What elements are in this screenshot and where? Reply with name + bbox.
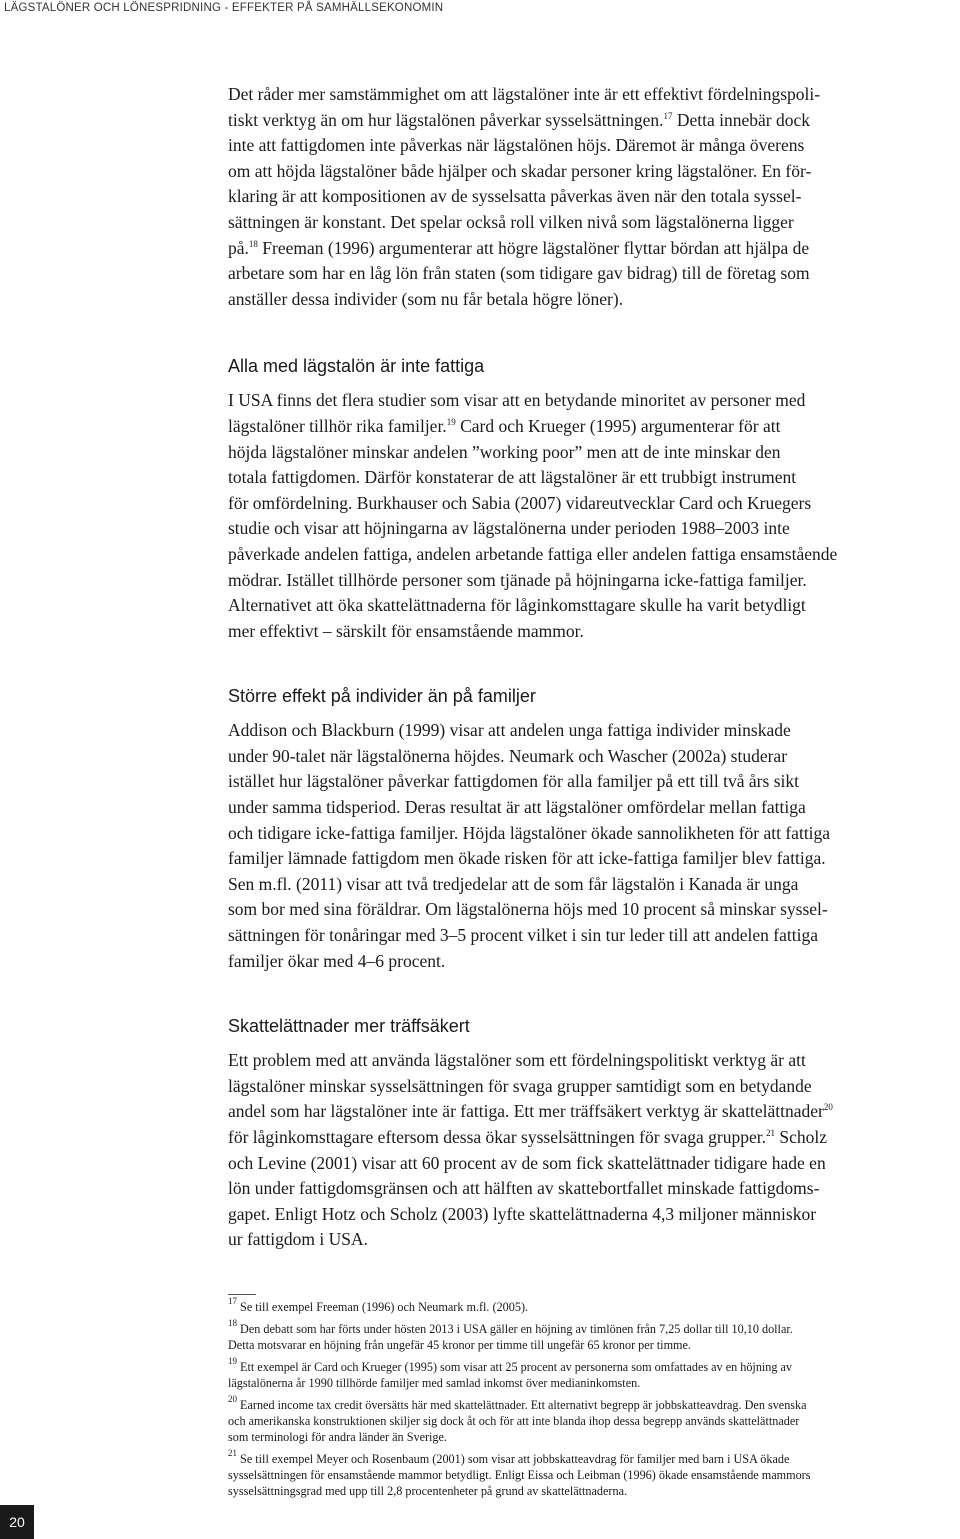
section-3-paragraph: Ett problem med att använda lägstalöner som ett fördelningspolitiskt verktyg är att lägstalöner minskar sysselsättningen för svaga grupper samtidigt som en betydande andel som har lägstalöner inte är fattiga. Ett mer träffsäkert verktyg är skattelättnader$^{20}$ för låginkomsttagare eftersom dessa ökar sysselsättningen för svaga grupper.$^{21}$ Scholz och Levine (2001) visar att 60 procent av de som fick skattelättnader tidigare hade en lön under fattigdomsgränsen och att hälften av skattebortfallet minskade fattigdoms- gapet. Enligt Hotz och Scholz (2003) lyfte skattelättnaderna 4,3 miljoner människor ur fattigdom i USA.	[228, 1050, 833, 1250]
footnote-ref-19[interactable]: 19	[446, 416, 456, 427]
footnote-ref-17[interactable]: 17	[663, 110, 673, 121]
footnote-18: $^{18}$ Den debatt som har förts under hösten 2013 i USA gäller en höjning av timlönen från 7,25 dollar till 10,10 dollar. Detta motsvarar en höjning från ungefär 45 kronor per timme till ungefär 65 kronor per timme.	[228, 1318, 793, 1352]
section-heading-2: Större effekt på individer än på familjer	[228, 686, 536, 707]
footnote-21: $^{21}$ Se till exempel Meyer och Rosenbaum (2001) som visar att jobbskatteavdrag för familjer med barn i USA ökade sysselsättningen för ensamstående mammor betydligt. Enligt Eissa och Leibman (1996) ökade ensamstående mammors sysselsättningsgrad med upp till 2,8 procentenheter på grund av skattelättnaderna.	[228, 1448, 811, 1498]
intro-paragraph: Det råder mer samstämmighet om att lägstalöner inte är ett effektivt fördelningspoli- tiskt verktyg än om hur lägstalönen påverkar sysselsättningen.$^{17}$ Detta innebär dock inte att fattigdomen inte påverkas när lägstalönen höjs. Däremot är många överens om att höjda lägstalöner både hjälper och skadar personer kring lägstalöner. En för- klaring är att kompositionen av de sysselsatta påverkas även när den totala syssel- sättningen är konstant. Det spelar också roll vilken nivå som lägstalönerna ligger på.$^{18}$ Freeman (1996) argumenterar att högre lägstalöner flyttar bördan att hjälpa de arbetare som har en låg lön från staten (som tidigare gav bidrag) till de företag som anställer dessa individer (som nu får betala högre löner).	[228, 84, 821, 309]
footnote-ref-21[interactable]: 21	[765, 1128, 775, 1138]
footnote-ref-18[interactable]: 18	[248, 238, 258, 249]
section-1-paragraph: I USA finns det flera studier som visar att en betydande minoritet av personer med lägstalöner tillhör rika familjer.$^{19}$ Card och Krueger (1995) argumenterar för att höjda lägstalöner minskar andelen ”working poor” men att de inte minskar den totala fattigdomen. Därför konstaterar de att lägstalöner är ett trubbigt instrument för omfördelning. Burkhauser och Sabia (2007) vidareutvecklar Card och Kruegers studie och visar att höjningarna av lägstalönerna under perioden 1988–2003 inte påverkade andelen fattiga, andelen arbetande fattiga eller andelen fattiga ensamstående mödrar. Istället tillhörde personer som tjänade på höjningarna icke-fattiga familjer. Alternativet att öka skattelättnaderna för låginkomsttagare skulle ha varit betydligt mer effektivt – särskilt för ensamstående mammor.	[228, 390, 838, 641]
footnote-19: $^{19}$ Ett exempel är Card och Krueger (1995) som visar att 25 procent av personerna som omfattades av en höjning av lägstalönerna år 1990 tillhörde familjer med samlad inkomst över medianinkomsten.	[228, 1356, 793, 1390]
section-heading-3: Skattelättnader mer träffsäkert	[228, 1016, 470, 1037]
footnote-20: $^{20}$ Earned income tax credit översätts här med skattelättnader. Ett alternativt begrepp är jobbskatteavdrag. Den svenska och amerikanska konstruktionen skiljer sig dock åt och för att inte blanda ihop dessa begrepp används skattelättnader som terminologi för andra länder än Sverige.	[228, 1394, 807, 1444]
section-heading-1: Alla med lägstalön är inte fattiga	[228, 356, 485, 377]
footnote-ref-20[interactable]: 20	[823, 1102, 833, 1113]
footnote-17: $^{17}$ Se till exempel Freeman (1996) och Neumark m.fl. (2005).	[228, 1296, 529, 1314]
section-2-paragraph: Addison och Blackburn (1999) visar att andelen unga fattiga individer minskade under 90-talet när lägstalönerna höjdes. Neumark och Wascher (2002a) studerar istället hur lägstalöner påverkar fattigdomen för alla familjer på ett till två års sikt under samma tidsperiod. Deras resultat är att lägstalöner omfördelar mellan fattiga och tidigare icke-fattiga familjer. Höjda lägstalöner ökade sannolikheten för att fattiga familjer lämnade fattigdom men ökade risken för att icke-fattiga familjer blev fattiga. Sen m.fl. (2011) visar att två tredjedelar att de som får lägstalön i Kanada är unga som bor med sina föräldrar. Om lägstalönerna höjs med 10 procent så minskar syssel- sättningen för tonåringar med 3–5 procent vilket i sin tur leder till att andelen fattiga familjer ökar med 4–6 procent.	[228, 720, 831, 971]
main-content	[228, 82, 928, 1253]
footnotes	[228, 1294, 948, 1505]
page-number: 20	[0, 1505, 34, 1539]
footnote-divider	[228, 1294, 256, 1295]
running-head: LÄGSTALÖNER OCH LÖNESPRIDNING - EFFEKTER PÅ SAMHÄLLSEKONOMIN	[4, 2, 444, 14]
